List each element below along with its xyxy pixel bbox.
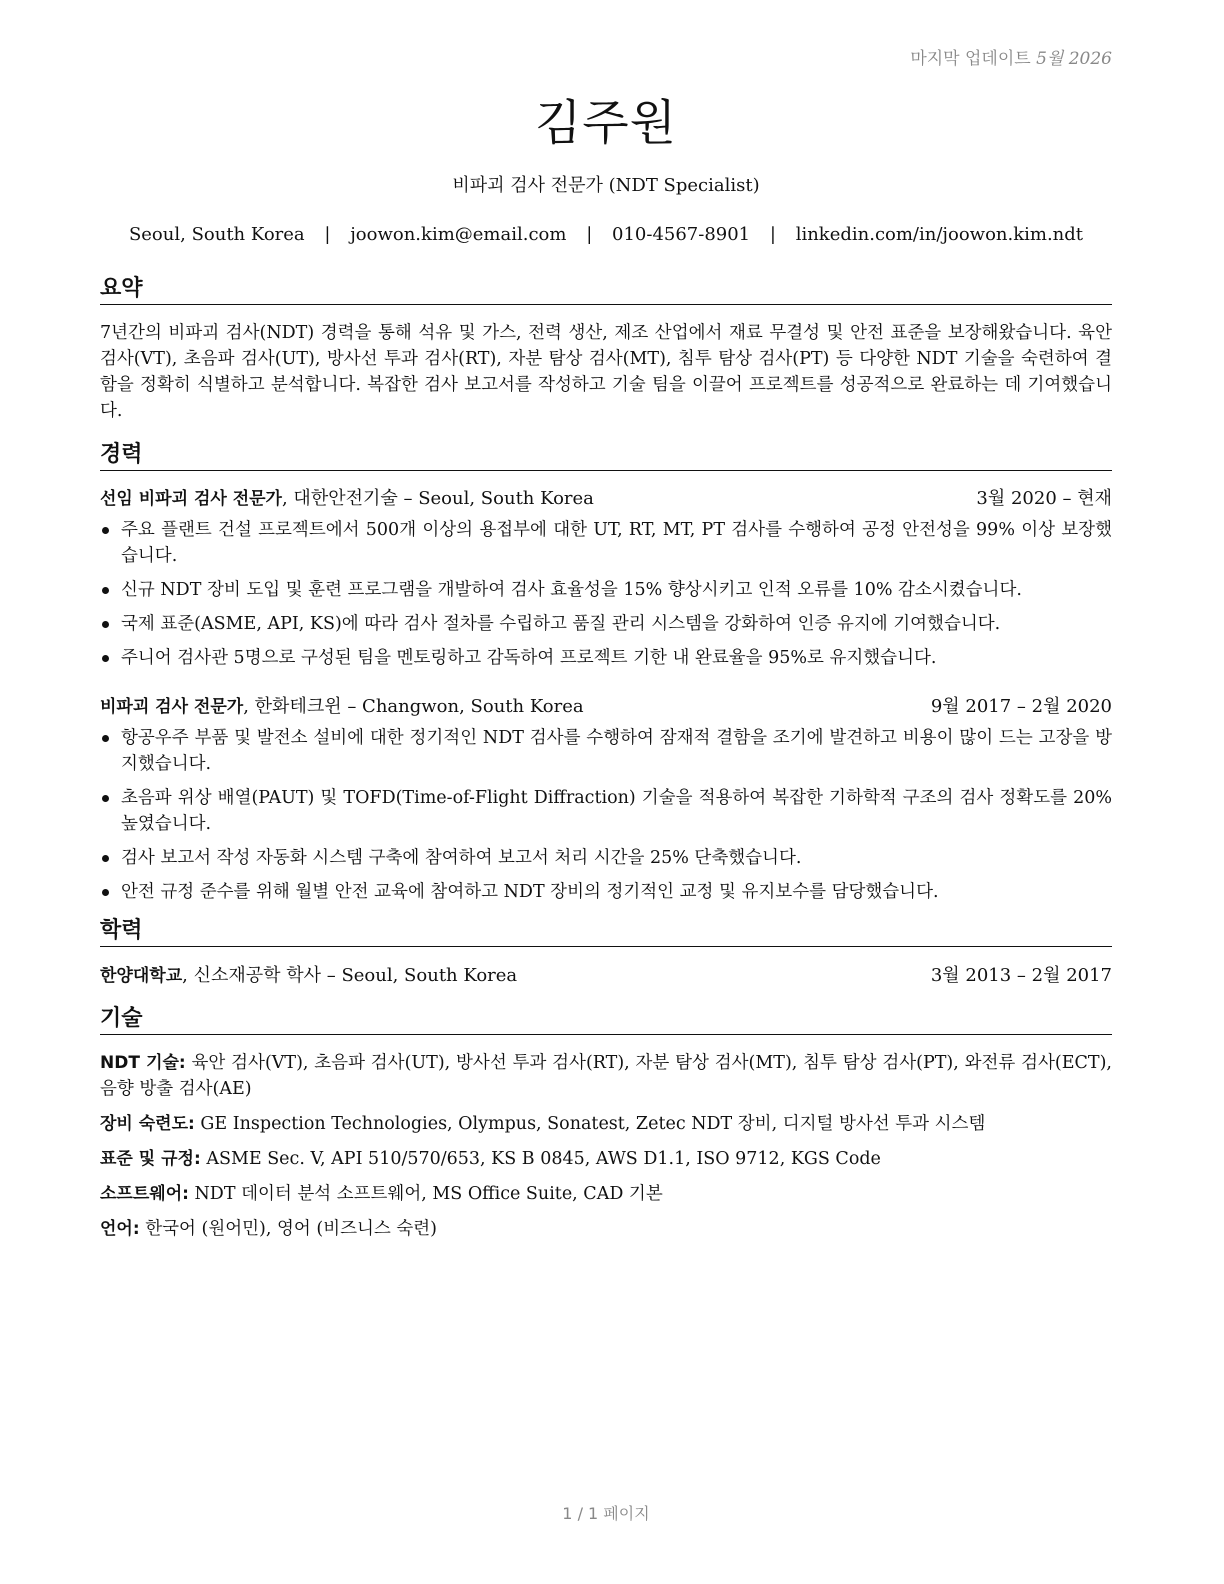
contact-linkedin[interactable]: linkedin.com/in/joowon.kim.ndt [795,224,1084,245]
job-role: 선임 비파괴 검사 전문가 [100,489,282,509]
skill-text: ASME Sec. V, API 510/570/653, KS B 0845, AWS D1.1, ISO 9712, KGS Code [200,1149,881,1169]
skill-label: NDT 기술: [100,1053,186,1073]
contact-email[interactable]: joowon.kim@email.com [350,224,567,245]
section-title-summary: 요약 [100,276,1112,305]
last-updated-label: 마지막 업데이트 [910,49,1031,69]
job-dates: 3월 2020 – 현재 [976,488,1112,509]
job-header [100,487,1112,511]
contact-line [100,224,1112,245]
skill-row [100,1181,1112,1207]
list-item: 검사 보고서 작성 자동화 시스템 구축에 참여하여 보고서 처리 시간을 25% 단축했습니다. [100,845,1112,871]
list-item: 국제 표준(ASME, API, KS)에 따라 검사 절차를 수립하고 품질 관리 시스템을 강화하여 인증 유지에 기여했습니다. [100,611,1112,637]
skill-label: 소프트웨어: [100,1184,189,1204]
summary-text: 7년간의 비파괴 검사(NDT) 경력을 통해 석유 및 가스, 전력 생산, 제조 산업에서 재료 무결성 및 안전 표준을 보장해왔습니다. 육안 검사(VT), 초음파 검사(UT), 방사선 투과 검사(RT), 자분 탐상 검사(MT), 침투 탐상 검사(PT) 등 다양한 NDT 기술을 숙련하여 결함을 정확히 식별하고 분석합니다. 복잡한 검사 보고서를 작성하고 기술 팀을 이끌어 프로젝트를 성공적으로 완료하는 데 기여했습니다. [100,323,1112,421]
list-item: 초음파 위상 배열(PAUT) 및 TOFD(Time-of-Flight Diffraction) 기술을 적용하여 복잡한 기하학적 구조의 검사 정확도를 20% 높였습니다. [100,785,1112,837]
skill-text: 한국어 (원어민), 영어 (비즈니스 숙련) [139,1219,438,1239]
job-title-subtitle: 비파괴 검사 전문가 (NDT Specialist) [452,175,760,196]
last-updated-month: 5월 [1036,49,1064,69]
education-dates: 3월 2013 – 2월 2017 [930,965,1112,986]
contact-separator: | [586,224,593,245]
job-company-location: , 대한안전기술 – Seoul, South Korea [281,488,594,509]
section-title-experience: 경력 [100,442,1112,471]
education-entry [100,964,1112,988]
list-item: 안전 규정 준수를 위해 월별 안전 교육에 참여하고 NDT 장비의 정기적인 교정 및 유지보수를 담당했습니다. [100,879,1112,905]
skill-row [100,1146,1112,1172]
education-degree-location: , 신소재공학 학사 – Seoul, South Korea [182,965,518,986]
skill-row [100,1111,1112,1137]
education-school: 한양대학교 [100,966,183,986]
skill-row [100,1216,1112,1242]
skill-label: 장비 숙련도: [100,1114,195,1134]
last-updated [910,44,1112,69]
job-dates: 9월 2017 – 2월 2020 [930,696,1112,717]
job-role: 비파괴 검사 전문가 [100,697,244,717]
list-item: 신규 NDT 장비 도입 및 훈련 프로그램을 개발하여 검사 효율성을 15% 향상시키고 인적 오류를 10% 감소시켰습니다. [100,577,1112,603]
resume-page [100,0,1112,1584]
contact-separator: | [769,224,776,245]
section-title-skills: 기술 [100,1006,1112,1035]
section-title-education: 학력 [100,918,1112,947]
list-item: 항공우주 부품 및 발전소 설비에 대한 정기적인 NDT 검사를 수행하여 잠재적 결함을 조기에 발견하고 비용이 많이 드는 고장을 방지했습니다. [100,725,1112,777]
skill-label: 언어: [100,1219,140,1239]
job-header [100,695,1112,719]
contact-location: Seoul, South Korea [128,224,305,245]
skill-text: NDT 데이터 분석 소프트웨어, MS Office Suite, CAD 기본 [188,1184,663,1204]
skill-label: 표준 및 규정: [100,1149,201,1169]
contact-separator: | [324,224,331,245]
page-number: 1 / 1 페이지 [562,1504,650,1523]
skill-text: GE Inspection Technologies, Olympus, Sonatest, Zetec NDT 장비, 디지털 방사선 투과 시스템 [194,1114,986,1134]
skill-text: 육안 검사(VT), 초음파 검사(UT), 방사선 투과 검사(RT), 자분 탐상 검사(MT), 침투 탐상 검사(PT), 와전류 검사(ECT), 음향 방출 검사(AE) [100,1053,1112,1099]
job-bullets [100,517,1112,679]
list-item: 주니어 검사관 5명으로 구성된 팀을 멘토링하고 감독하여 프로젝트 기한 내 완료율을 95%로 유지했습니다. [100,645,1112,671]
job-bullets [100,725,1112,913]
skill-row [100,1050,1112,1102]
contact-phone: 010-4567-8901 [612,224,751,245]
person-name: 김주원 [534,95,678,151]
last-updated-year: 2026 [1068,49,1112,69]
job-company-location: , 한화테크윈 – Changwon, South Korea [243,696,584,717]
list-item: 주요 플랜트 건설 프로젝트에서 500개 이상의 용접부에 대한 UT, RT, MT, PT 검사를 수행하여 공정 안전성을 99% 이상 보장했습니다. [100,517,1112,569]
